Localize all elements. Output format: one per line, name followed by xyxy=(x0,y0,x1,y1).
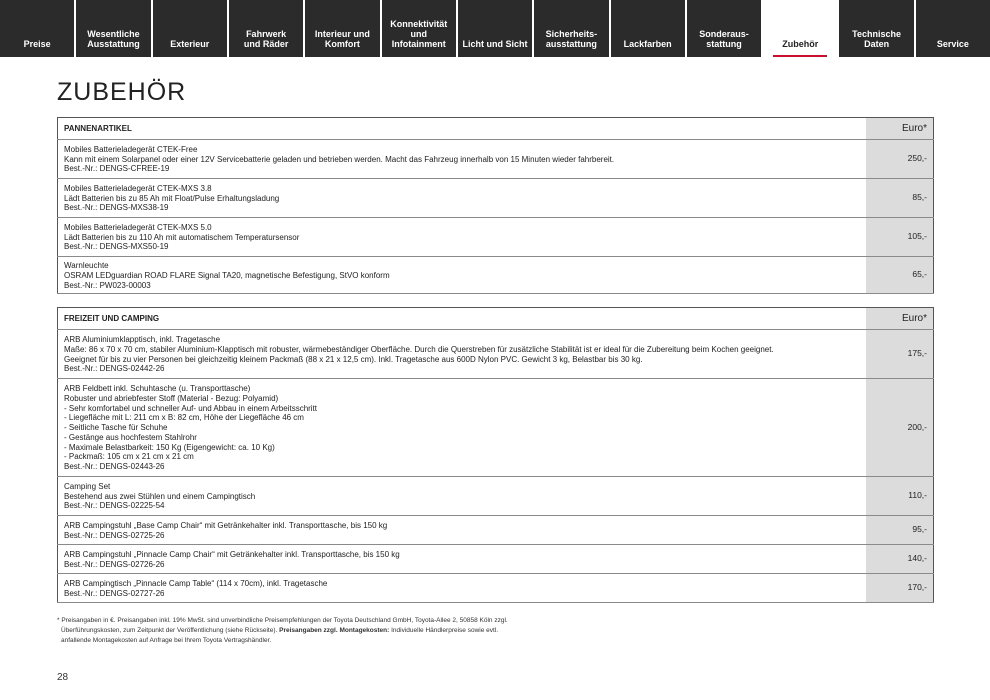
tab-konnektivitaet[interactable]: Konnektivität und Infotainment xyxy=(382,0,458,57)
item-order-number: Best.-Nr.: DENGS-02225-54 xyxy=(64,501,165,511)
page-number: 28 xyxy=(57,672,69,683)
item-detail: - Sehr komfortabel und schneller Auf- und Abbau in einem Arbeitsschritt xyxy=(64,403,318,413)
tab-wesentliche-ausstattung[interactable]: Wesentliche Ausstattung xyxy=(76,0,152,57)
item-price: 85,- xyxy=(866,179,934,218)
price-footnote xyxy=(57,616,617,646)
footnote-line xyxy=(57,626,617,636)
item-order-number: Best.-Nr.: DENGS-02725-26 xyxy=(64,530,165,540)
item-name: Warnleuchte xyxy=(64,261,109,270)
item-price: 250,- xyxy=(866,140,934,179)
tab-service[interactable]: Service xyxy=(936,39,969,49)
item-order-number: Best.-Nr.: PW023-00003 xyxy=(64,280,151,290)
item-name: ARB Campingstuhl „Pinnacle Camp Chair“ mit Getränkehalter inkl. Transporttasche, bis 150 kg xyxy=(64,549,400,559)
item-order-number: Best.-Nr.: DENGS-MXS38-19 xyxy=(64,203,169,213)
item-order-number: Best.-Nr.: DENGS-02726-26 xyxy=(64,559,165,569)
item-description xyxy=(58,477,867,516)
item-detail: Robuster und abriebfester Stoff (Material - Bezug: Polyamid) xyxy=(64,393,279,403)
tab-fahrwerk[interactable]: Fahrwerk und Räder xyxy=(229,0,305,57)
item-detail: - Packmaß: 105 cm x 21 cm x 21 cm xyxy=(64,452,194,462)
table-row xyxy=(58,379,934,477)
item-name: Mobiles Batterieladegerät CTEK-MXS 5.0 xyxy=(64,222,212,232)
item-price: 140,- xyxy=(866,545,934,574)
footnote-line: anfallende Montagekosten auf Anfrage bei Ihrem Toyota Vertragshändler. xyxy=(61,637,272,644)
item-detail: Geeignet für bis zu vier Personen bei gleichzeitig kleinem Packmaß (88 x 21 x 12,5 cm). Inkl. Tragetasche aus 600D Nylon PVC. Gewicht 3 kg, Belastbar bis 30 kg. xyxy=(64,354,643,364)
item-name: ARB Aluminiumklapptisch, inkl. Tragetasche xyxy=(64,334,221,344)
table-row xyxy=(58,140,934,179)
table-row xyxy=(58,516,934,545)
item-detail: Maße: 86 x 70 x 70 cm, stabiler Aluminium-Klapptisch mit robuster, wärmebeständiger Oberfläche. Durch die Querstreben für zusätzliche Stabilität ist er ideal für die Zubereitung beim Kochen geeignet. xyxy=(64,344,774,354)
table-row xyxy=(58,545,934,574)
accessory-table-freizeit-camping xyxy=(57,307,934,603)
item-detail: Lädt Batterien bis zu 110 Ah mit automatischem Temperatursensor xyxy=(64,232,300,242)
item-price: 105,- xyxy=(866,218,934,257)
item-order-number: Best.-Nr.: DENGS-02727-26 xyxy=(64,588,165,598)
section-title: FREIZEIT UND CAMPING xyxy=(58,308,867,330)
item-price: 65,- xyxy=(866,257,934,294)
tab-exterieur[interactable]: Exterieur xyxy=(153,0,229,57)
item-description xyxy=(58,545,867,574)
footnote-line: * Preisangaben in €. Preisangaben inkl. 19% MwSt. sind unverbindliche Preisempfehlungen der Toyota Deutschland GmbH, Toyota-Allee 2, 50858 Köln zzgl. xyxy=(57,617,508,624)
item-description xyxy=(58,516,867,545)
tab-licht-und-sicht[interactable]: Licht und Sicht xyxy=(458,0,534,57)
item-order-number: Best.-Nr.: DENGS-MXS50-19 xyxy=(64,242,169,252)
item-detail: Kann mit einem Solarpanel oder einer 12V Servicebatterie geladen und betrieben werden. Macht das Fahrzeug innerhalb von 15 Minuten wieder fahrbereit. xyxy=(64,154,615,164)
table-row xyxy=(58,330,934,379)
item-price: 170,- xyxy=(866,574,934,603)
item-price: 110,- xyxy=(866,477,934,516)
currency-label: Euro* xyxy=(866,118,934,140)
item-description xyxy=(58,574,867,603)
item-detail: OSRAM LEDguardian ROAD FLARE Signal TA20, magnetische Befestigung, StVO konform xyxy=(64,270,390,280)
tab-sonderausstattung[interactable]: Sonderaus- stattung xyxy=(687,0,763,57)
item-detail: - Maximale Belastbarkeit: 150 Kg (Eigengewicht: ca. 10 Kg) xyxy=(64,442,275,452)
table-row xyxy=(58,477,934,516)
table-row xyxy=(58,179,934,218)
item-detail: - Gestänge aus hochfestem Stahlrohr xyxy=(64,432,197,442)
footnote-text: Individuelle Händlerpreise sowie evtl. xyxy=(391,627,499,634)
tab-interieur[interactable]: Interieur und Komfort xyxy=(305,0,381,57)
item-price: 200,- xyxy=(866,379,934,477)
item-price: 175,- xyxy=(866,330,934,379)
table-header xyxy=(58,308,934,330)
item-name: ARB Campingtisch „Pinnacle Camp Table“ (114 x 70cm), inkl. Tragetasche xyxy=(64,578,328,588)
page-title: ZUBEHÖR xyxy=(57,78,187,106)
item-detail: - Seitliche Tasche für Schuhe xyxy=(64,423,168,433)
table-header xyxy=(58,118,934,140)
tab-sicherheitsausstattung[interactable]: Sicherheits- ausstattung xyxy=(534,0,610,57)
item-description xyxy=(58,179,867,218)
table-row xyxy=(58,574,934,603)
item-name: ARB Feldbett inkl. Schuhtasche (u. Transporttasche) xyxy=(64,383,251,393)
item-name: Mobiles Batterieladegerät CTEK-MXS 3.8 xyxy=(64,183,212,193)
item-name: ARB Campingstuhl „Base Camp Chair“ mit Getränkehalter inkl. Transporttasche, bis 150 kg xyxy=(64,520,388,530)
item-description xyxy=(58,218,867,257)
item-description xyxy=(58,140,867,179)
item-description xyxy=(58,379,867,477)
table-row xyxy=(58,257,934,294)
item-detail: - Liegefläche mit L: 211 cm x B: 82 cm, Höhe der Liegefläche 46 cm xyxy=(64,413,304,423)
accessory-table-pannenartikel xyxy=(57,117,934,294)
item-order-number: Best.-Nr.: DENGS-02443-26 xyxy=(64,462,165,472)
currency-label: Euro* xyxy=(866,308,934,330)
top-navigation xyxy=(0,0,990,57)
item-description xyxy=(58,257,867,294)
footnote-bold: Preisangaben zzgl. Montagekosten: xyxy=(279,627,390,634)
tab-technische-daten[interactable]: Technische Daten xyxy=(839,0,915,57)
item-description xyxy=(58,330,867,379)
item-detail: Lädt Batterien bis zu 85 Ah mit Float/Pulse Erhaltungsladung xyxy=(64,193,280,203)
item-order-number: Best.-Nr.: DENGS-CFREE-19 xyxy=(64,164,170,174)
item-detail: Bestehend aus zwei Stühlen und einem Campingtisch xyxy=(64,491,256,501)
section-title: PANNENARTIKEL xyxy=(58,118,867,140)
tab-lackfarben[interactable]: Lackfarben xyxy=(611,0,687,57)
item-order-number: Best.-Nr.: DENGS-02442-26 xyxy=(64,364,165,374)
tab-zubehoer[interactable]: Zubehör xyxy=(763,0,839,57)
item-price: 95,- xyxy=(866,516,934,545)
item-name: Camping Set xyxy=(64,481,111,491)
footnote-text: Überführungskosten, zum Zeitpunkt der Veröffentlichung (siehe Rückseite). xyxy=(61,627,278,634)
table-row xyxy=(58,218,934,257)
tab-preise[interactable]: Preise xyxy=(0,0,76,57)
item-name: Mobiles Batterieladegerät CTEK-Free xyxy=(64,144,198,154)
